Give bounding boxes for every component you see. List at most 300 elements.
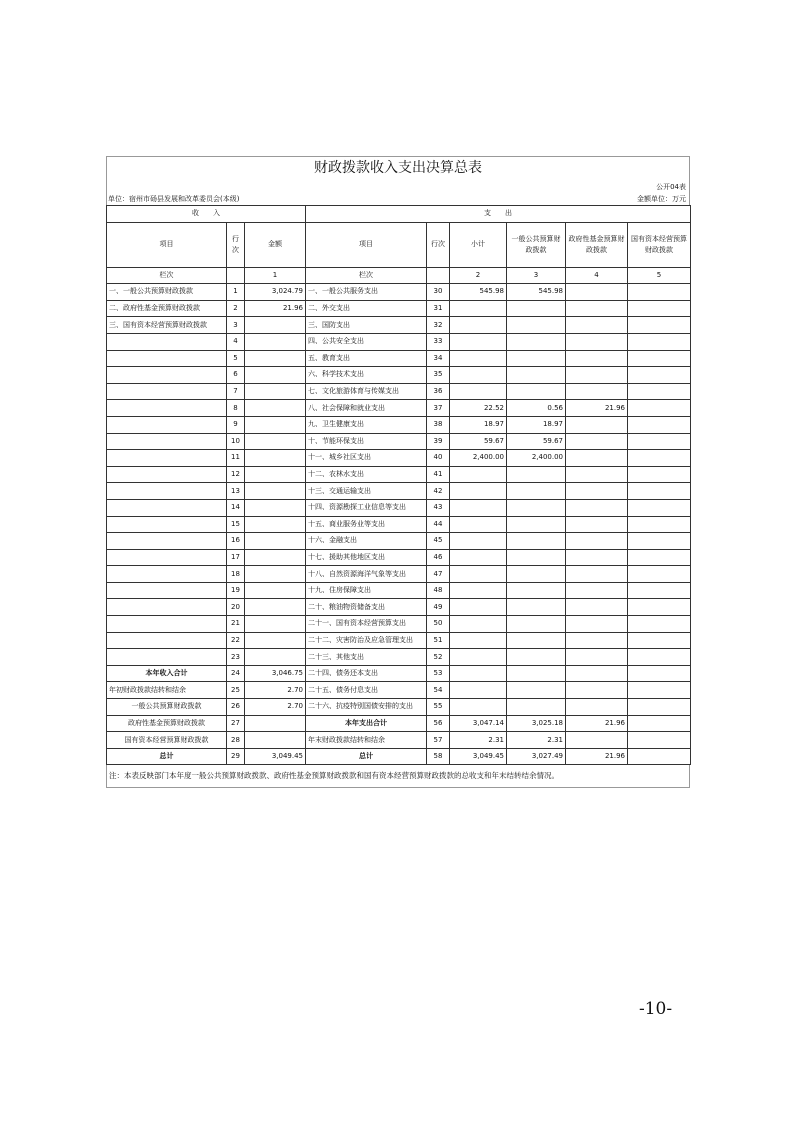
income-item-cell: [107, 450, 227, 467]
gov-fund-budget-cell: [566, 582, 628, 599]
expense-item-cell: 本年支出合计: [306, 715, 427, 732]
subtotal-cell: [450, 499, 507, 516]
general-budget-cell: 2,400.00: [507, 450, 566, 467]
subtotal-cell: [450, 566, 507, 583]
subtotal-cell: [450, 582, 507, 599]
expense-line-no-cell: 47: [427, 566, 450, 583]
general-budget-cell: 3,025.18: [507, 715, 566, 732]
expense-line-no-cell: 33: [427, 333, 450, 350]
general-budget-cell: [507, 333, 566, 350]
expense-line-no-cell: 50: [427, 616, 450, 633]
income-line-no-cell: 14: [227, 499, 245, 516]
col-state-capital: 国有资本经营预算财政拨款: [628, 222, 691, 267]
income-amount-cell: 21.96: [245, 300, 306, 317]
income-line-no-cell: 2: [227, 300, 245, 317]
gov-fund-budget-cell: [566, 383, 628, 400]
index-label2: 栏次: [306, 267, 427, 284]
subtotal-cell: [450, 300, 507, 317]
income-line-no-cell: 25: [227, 682, 245, 699]
expense-line-no-cell: 57: [427, 732, 450, 749]
subtotal-cell: [450, 350, 507, 367]
table-row: [107, 649, 691, 666]
state-capital-budget-cell: [628, 582, 691, 599]
income-amount-cell: [245, 616, 306, 633]
table-row: [107, 516, 691, 533]
income-line-no-cell: 7: [227, 383, 245, 400]
expense-line-no-cell: 52: [427, 649, 450, 666]
income-item-cell: 年初财政拨款结转和结余: [107, 682, 227, 699]
income-line-no-cell: 6: [227, 367, 245, 384]
income-amount-cell: 2.70: [245, 699, 306, 716]
expense-line-no-cell: 39: [427, 433, 450, 450]
expense-item-cell: 十、节能环保支出: [306, 433, 427, 450]
expense-item-cell: 七、文化旅游体育与传媒支出: [306, 383, 427, 400]
state-capital-budget-cell: [628, 699, 691, 716]
expense-item-cell: 十二、农林水支出: [306, 466, 427, 483]
expense-line-no-cell: 32: [427, 317, 450, 334]
subtotal-cell: [450, 699, 507, 716]
income-item-cell: [107, 367, 227, 384]
index-label: 栏次: [107, 267, 227, 284]
table-row: [107, 748, 691, 765]
general-budget-cell: [507, 682, 566, 699]
section-header-row: [107, 206, 691, 223]
state-capital-budget-cell: [628, 333, 691, 350]
expense-line-no-cell: 41: [427, 466, 450, 483]
subtotal-cell: 22.52: [450, 400, 507, 417]
state-capital-budget-cell: [628, 616, 691, 633]
subtotal-cell: [450, 466, 507, 483]
column-header-row: [107, 222, 691, 267]
gov-fund-budget-cell: [566, 533, 628, 550]
income-item-cell: [107, 632, 227, 649]
page-number: -10-: [639, 999, 673, 1019]
table-body: [107, 206, 691, 765]
expense-line-no-cell: 44: [427, 516, 450, 533]
income-line-no-cell: 10: [227, 433, 245, 450]
general-budget-cell: [507, 665, 566, 682]
subtotal-cell: 3,049.45: [450, 748, 507, 765]
expense-line-no-cell: 34: [427, 350, 450, 367]
subtotal-cell: [450, 549, 507, 566]
income-item-cell: 一、一般公共预算财政拨款: [107, 284, 227, 301]
gov-fund-budget-cell: [566, 333, 628, 350]
table-row: [107, 499, 691, 516]
expense-line-no-cell: 46: [427, 549, 450, 566]
income-line-no-cell: 8: [227, 400, 245, 417]
income-line-no-cell: 1: [227, 284, 245, 301]
table-row: [107, 450, 691, 467]
income-item-cell: [107, 433, 227, 450]
income-item-cell: [107, 616, 227, 633]
col-item2: 项目: [306, 222, 427, 267]
expense-header: 支 出: [306, 206, 691, 223]
state-capital-budget-cell: [628, 350, 691, 367]
gov-fund-budget-cell: [566, 284, 628, 301]
state-capital-budget-cell: [628, 732, 691, 749]
gov-fund-budget-cell: [566, 732, 628, 749]
gov-fund-budget-cell: [566, 483, 628, 500]
subtotal-cell: [450, 516, 507, 533]
index-subtotal: 2: [450, 267, 507, 284]
income-amount-cell: [245, 433, 306, 450]
general-budget-cell: 2.31: [507, 732, 566, 749]
subtotal-cell: 18.97: [450, 416, 507, 433]
table-row: [107, 350, 691, 367]
subtotal-cell: [450, 616, 507, 633]
income-amount-cell: [245, 383, 306, 400]
income-item-cell: 政府性基金预算财政拨款: [107, 715, 227, 732]
expense-item-cell: 三、国防支出: [306, 317, 427, 334]
subtotal-cell: 59.67: [450, 433, 507, 450]
gov-fund-budget-cell: [566, 549, 628, 566]
income-item-cell: [107, 499, 227, 516]
gov-fund-budget-cell: [566, 416, 628, 433]
expense-line-no-cell: 40: [427, 450, 450, 467]
table-meta: [106, 179, 690, 205]
state-capital-budget-cell: [628, 499, 691, 516]
subtotal-cell: [450, 665, 507, 682]
income-line-no-cell: 28: [227, 732, 245, 749]
income-line-no-cell: 3: [227, 317, 245, 334]
index-amount: 1: [245, 267, 306, 284]
general-budget-cell: [507, 516, 566, 533]
expense-line-no-cell: 51: [427, 632, 450, 649]
state-capital-budget-cell: [628, 300, 691, 317]
income-amount-cell: [245, 649, 306, 666]
subtotal-cell: [450, 682, 507, 699]
general-budget-cell: [507, 466, 566, 483]
income-item-cell: 总计: [107, 748, 227, 765]
income-item-cell: 本年收入合计: [107, 665, 227, 682]
state-capital-budget-cell: [628, 549, 691, 566]
expense-item-cell: 十七、援助其他地区支出: [306, 549, 427, 566]
expense-item-cell: 六、科学技术支出: [306, 367, 427, 384]
table-row: [107, 632, 691, 649]
income-line-no-cell: 27: [227, 715, 245, 732]
state-capital-budget-cell: [628, 284, 691, 301]
general-budget-cell: [507, 317, 566, 334]
expense-line-no-cell: 58: [427, 748, 450, 765]
income-item-cell: 一般公共预算财政拨款: [107, 699, 227, 716]
expense-line-no-cell: 42: [427, 483, 450, 500]
expense-item-cell: 二、外交支出: [306, 300, 427, 317]
income-item-cell: [107, 582, 227, 599]
income-item-cell: 国有资本经营预算财政拨款: [107, 732, 227, 749]
expense-item-cell: 总计: [306, 748, 427, 765]
general-budget-cell: [507, 582, 566, 599]
income-item-cell: [107, 549, 227, 566]
state-capital-budget-cell: [628, 400, 691, 417]
gov-fund-budget-cell: [566, 665, 628, 682]
general-budget-cell: [507, 549, 566, 566]
general-budget-cell: [507, 649, 566, 666]
col-subtotal: 小计: [450, 222, 507, 267]
income-amount-cell: [245, 400, 306, 417]
gov-fund-budget-cell: [566, 499, 628, 516]
table-row: [107, 367, 691, 384]
income-amount-cell: [245, 317, 306, 334]
subtotal-cell: [450, 317, 507, 334]
state-capital-budget-cell: [628, 533, 691, 550]
income-item-cell: [107, 599, 227, 616]
table-row: [107, 549, 691, 566]
income-amount-cell: [245, 466, 306, 483]
state-capital-budget-cell: [628, 433, 691, 450]
state-capital-budget-cell: [628, 383, 691, 400]
income-amount-cell: 3,046.75: [245, 665, 306, 682]
table-row: [107, 317, 691, 334]
income-amount-cell: 3,049.45: [245, 748, 306, 765]
gov-fund-budget-cell: [566, 682, 628, 699]
expense-item-cell: 十一、城乡社区支出: [306, 450, 427, 467]
unit-label: 单位：宿州市砀县发展和改革委员会(本级): [108, 195, 240, 203]
income-item-cell: [107, 466, 227, 483]
form-number: 公开04表: [656, 183, 686, 191]
gov-fund-budget-cell: [566, 466, 628, 483]
income-amount-cell: [245, 632, 306, 649]
income-item-cell: [107, 533, 227, 550]
income-item-cell: [107, 516, 227, 533]
gov-fund-budget-cell: [566, 649, 628, 666]
index-gov-fund: 4: [566, 267, 628, 284]
expense-item-cell: 二十、粮油物资储备支出: [306, 599, 427, 616]
expense-item-cell: 五、教育支出: [306, 350, 427, 367]
state-capital-budget-cell: [628, 450, 691, 467]
general-budget-cell: [507, 566, 566, 583]
expense-line-no-cell: 30: [427, 284, 450, 301]
general-budget-cell: [507, 632, 566, 649]
table-row: [107, 333, 691, 350]
gov-fund-budget-cell: [566, 599, 628, 616]
table-row: [107, 732, 691, 749]
income-item-cell: [107, 350, 227, 367]
table-row: [107, 416, 691, 433]
state-capital-budget-cell: [628, 715, 691, 732]
income-line-no-cell: 24: [227, 665, 245, 682]
table-row: [107, 582, 691, 599]
income-amount-cell: [245, 715, 306, 732]
income-amount-cell: [245, 599, 306, 616]
income-item-cell: [107, 333, 227, 350]
gov-fund-budget-cell: [566, 516, 628, 533]
income-amount-cell: 3,024.79: [245, 284, 306, 301]
income-line-no-cell: 29: [227, 748, 245, 765]
gov-fund-budget-cell: 21.96: [566, 715, 628, 732]
table-row: [107, 599, 691, 616]
col-general: 一般公共预算财政拨款: [507, 222, 566, 267]
table-row: [107, 699, 691, 716]
table-row: [107, 383, 691, 400]
expense-line-no-cell: 49: [427, 599, 450, 616]
amount-unit: 金额单位：万元: [637, 195, 686, 203]
state-capital-budget-cell: [628, 682, 691, 699]
income-line-no-cell: 21: [227, 616, 245, 633]
col-amount: 金额: [245, 222, 306, 267]
income-line-no-cell: 22: [227, 632, 245, 649]
fiscal-table: [106, 205, 691, 765]
expense-line-no-cell: 31: [427, 300, 450, 317]
income-amount-cell: [245, 333, 306, 350]
table-row: [107, 715, 691, 732]
general-budget-cell: [507, 483, 566, 500]
subtotal-cell: 2,400.00: [450, 450, 507, 467]
gov-fund-budget-cell: 21.96: [566, 400, 628, 417]
table-row: [107, 300, 691, 317]
expense-line-no-cell: 45: [427, 533, 450, 550]
expense-line-no-cell: 55: [427, 699, 450, 716]
state-capital-budget-cell: [628, 516, 691, 533]
general-budget-cell: [507, 499, 566, 516]
general-budget-cell: [507, 616, 566, 633]
expense-line-no-cell: 36: [427, 383, 450, 400]
income-line-no-cell: 12: [227, 466, 245, 483]
expense-item-cell: 十八、自然资源海洋气象等支出: [306, 566, 427, 583]
expense-line-no-cell: 38: [427, 416, 450, 433]
gov-fund-budget-cell: 21.96: [566, 748, 628, 765]
expense-item-cell: 十九、住房保障支出: [306, 582, 427, 599]
subtotal-cell: [450, 533, 507, 550]
expense-item-cell: 二十六、抗疫特别国债安排的支出: [306, 699, 427, 716]
income-amount-cell: [245, 483, 306, 500]
income-line-no-cell: 9: [227, 416, 245, 433]
general-budget-cell: [507, 699, 566, 716]
income-line-no-cell: 5: [227, 350, 245, 367]
gov-fund-budget-cell: [566, 433, 628, 450]
subtotal-cell: [450, 483, 507, 500]
income-line-no-cell: 4: [227, 333, 245, 350]
income-amount-cell: [245, 416, 306, 433]
expense-item-cell: 二十五、债务付息支出: [306, 682, 427, 699]
gov-fund-budget-cell: [566, 450, 628, 467]
general-budget-cell: 3,027.49: [507, 748, 566, 765]
col-line-no: 行次: [227, 222, 245, 267]
subtotal-cell: [450, 367, 507, 384]
general-budget-cell: [507, 383, 566, 400]
income-line-no-cell: 19: [227, 582, 245, 599]
subtotal-cell: [450, 333, 507, 350]
table-row: [107, 433, 691, 450]
general-budget-cell: 59.67: [507, 433, 566, 450]
expense-item-cell: 二十一、国有资本经营预算支出: [306, 616, 427, 633]
income-item-cell: [107, 566, 227, 583]
income-line-no-cell: 26: [227, 699, 245, 716]
table-row: [107, 665, 691, 682]
gov-fund-budget-cell: [566, 317, 628, 334]
income-amount-cell: [245, 533, 306, 550]
income-line-no-cell: 17: [227, 549, 245, 566]
income-line-no-cell: 13: [227, 483, 245, 500]
table-row: [107, 466, 691, 483]
col-gov-fund: 政府性基金预算财政拨款: [566, 222, 628, 267]
income-amount-cell: [245, 582, 306, 599]
income-amount-cell: [245, 549, 306, 566]
general-budget-cell: 18.97: [507, 416, 566, 433]
income-item-cell: [107, 483, 227, 500]
income-amount-cell: [245, 732, 306, 749]
income-item-cell: [107, 383, 227, 400]
income-line-no-cell: 16: [227, 533, 245, 550]
expense-item-cell: 年末财政拨款结转和结余: [306, 732, 427, 749]
expense-item-cell: 四、公共安全支出: [306, 333, 427, 350]
table-row: [107, 533, 691, 550]
table-note: 注：本表反映部门本年度一般公共预算财政拨款、政府性基金预算财政拨款和国有资本经营预算财政拨款的总收支和年末结转结余情况。: [106, 765, 690, 788]
table-row: [107, 284, 691, 301]
state-capital-budget-cell: [628, 632, 691, 649]
expense-item-cell: 二十三、其他支出: [306, 649, 427, 666]
expense-item-cell: 十三、交通运输支出: [306, 483, 427, 500]
expense-line-no-cell: 37: [427, 400, 450, 417]
general-budget-cell: 0.56: [507, 400, 566, 417]
fiscal-summary-sheet: [106, 156, 690, 788]
income-amount-cell: [245, 367, 306, 384]
index-empty2: [427, 267, 450, 284]
income-item-cell: [107, 416, 227, 433]
expense-line-no-cell: 43: [427, 499, 450, 516]
table-row: [107, 616, 691, 633]
income-amount-cell: [245, 516, 306, 533]
index-state-capital: 5: [628, 267, 691, 284]
expense-line-no-cell: 56: [427, 715, 450, 732]
state-capital-budget-cell: [628, 317, 691, 334]
expense-item-cell: 二十二、灾害防治及应急管理支出: [306, 632, 427, 649]
table-row: [107, 682, 691, 699]
general-budget-cell: [507, 599, 566, 616]
expense-item-cell: 十六、金融支出: [306, 533, 427, 550]
table-row: [107, 483, 691, 500]
gov-fund-budget-cell: [566, 367, 628, 384]
income-line-no-cell: 11: [227, 450, 245, 467]
subtotal-cell: 545.98: [450, 284, 507, 301]
table-title: 财政拨款收入支出决算总表: [106, 156, 690, 179]
col-item: 项目: [107, 222, 227, 267]
state-capital-budget-cell: [628, 483, 691, 500]
gov-fund-budget-cell: [566, 616, 628, 633]
subtotal-cell: [450, 632, 507, 649]
state-capital-budget-cell: [628, 665, 691, 682]
subtotal-cell: [450, 599, 507, 616]
expense-line-no-cell: 48: [427, 582, 450, 599]
expense-item-cell: 十四、资源勘探工业信息等支出: [306, 499, 427, 516]
income-item-cell: [107, 400, 227, 417]
table-row: [107, 566, 691, 583]
income-amount-cell: [245, 450, 306, 467]
column-index-row: [107, 267, 691, 284]
income-item-cell: 三、国有资本经营预算财政拨款: [107, 317, 227, 334]
income-line-no-cell: 23: [227, 649, 245, 666]
gov-fund-budget-cell: [566, 699, 628, 716]
general-budget-cell: [507, 533, 566, 550]
expense-item-cell: 十五、商业服务业等支出: [306, 516, 427, 533]
index-empty: [227, 267, 245, 284]
income-amount-cell: [245, 350, 306, 367]
state-capital-budget-cell: [628, 466, 691, 483]
income-amount-cell: [245, 499, 306, 516]
expense-item-cell: 二十四、债务还本支出: [306, 665, 427, 682]
general-budget-cell: [507, 367, 566, 384]
expense-line-no-cell: 54: [427, 682, 450, 699]
index-general: 3: [507, 267, 566, 284]
state-capital-budget-cell: [628, 566, 691, 583]
table-row: [107, 400, 691, 417]
expense-item-cell: 九、卫生健康支出: [306, 416, 427, 433]
subtotal-cell: [450, 649, 507, 666]
state-capital-budget-cell: [628, 416, 691, 433]
gov-fund-budget-cell: [566, 632, 628, 649]
state-capital-budget-cell: [628, 649, 691, 666]
col-line-no2: 行次: [427, 222, 450, 267]
expense-item-cell: 八、社会保障和就业支出: [306, 400, 427, 417]
